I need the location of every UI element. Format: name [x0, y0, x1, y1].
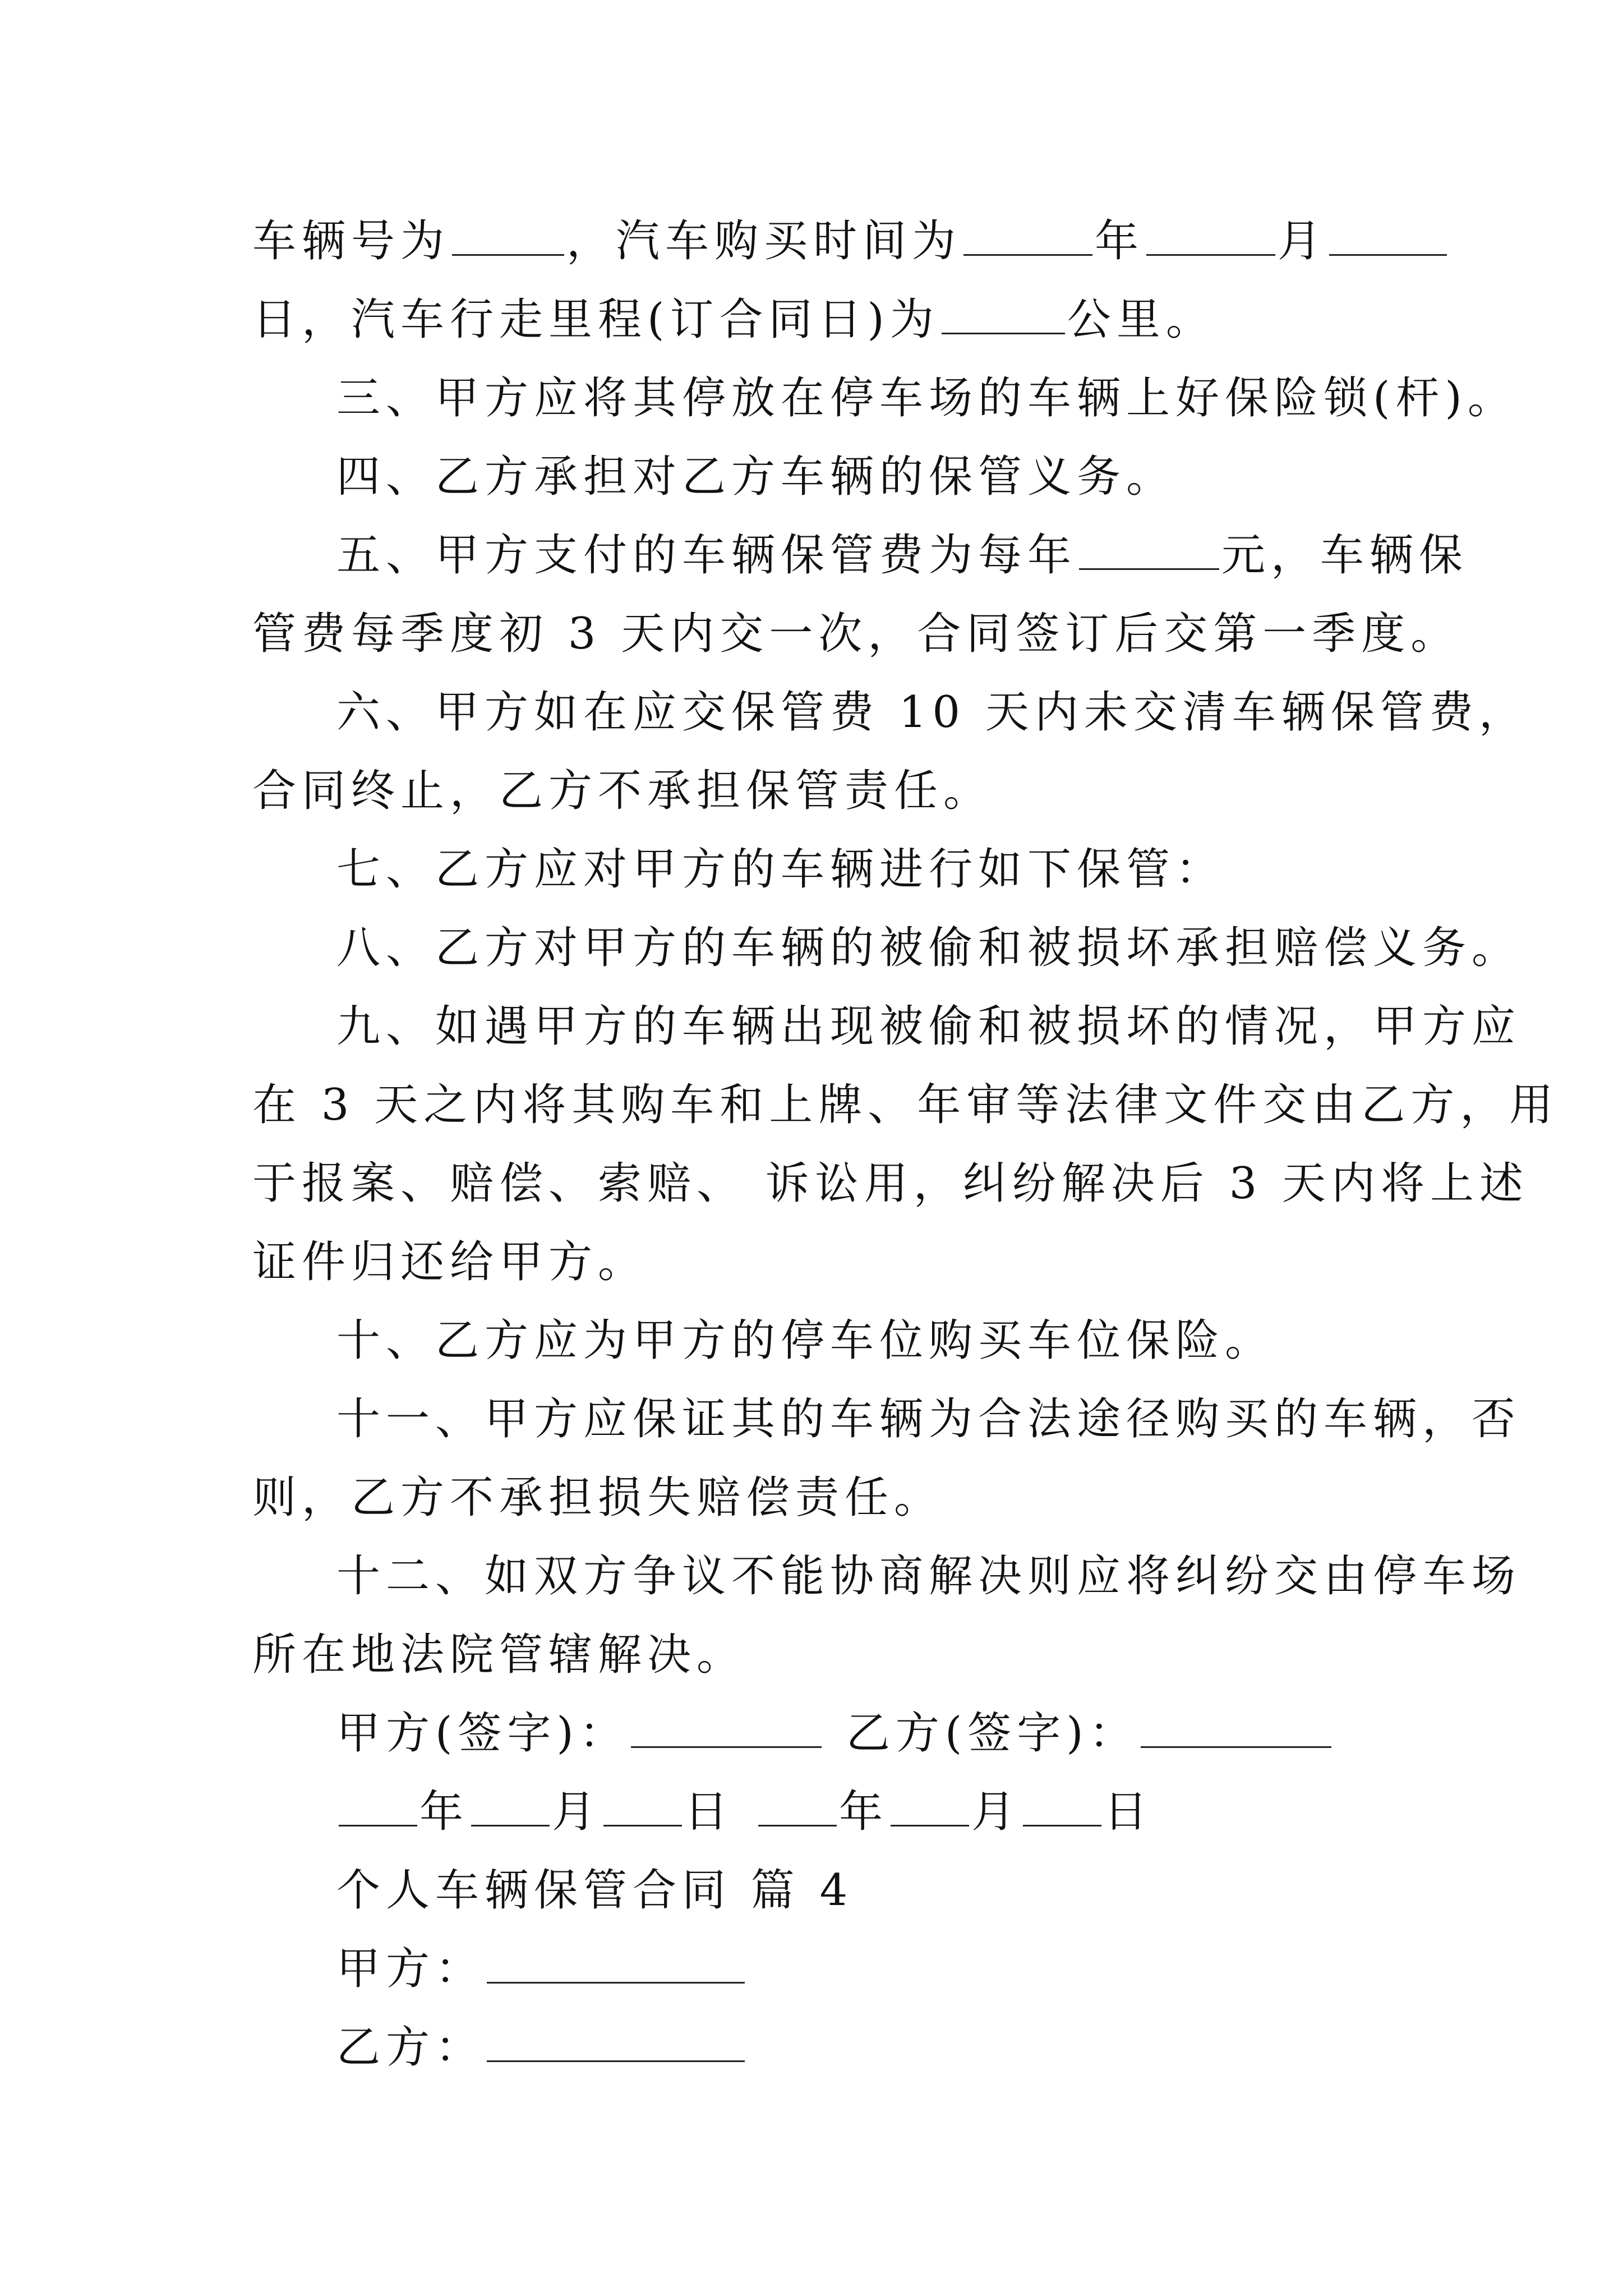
clause-8: 八、乙方对甲方的车辆的被偷和被损坏承担赔偿义务。 [336, 923, 1521, 973]
party-b-row [336, 2019, 1486, 2076]
text-segment: 元，车辆保 [1221, 530, 1469, 581]
clause-4: 四、乙方承担对乙方车辆的保管义务。 [336, 452, 1176, 502]
section-title: 个人车辆保管合同 篇 4 [336, 1865, 854, 1916]
month-label: 月 [552, 1787, 602, 1837]
clause-11: 十一、甲方应保证其的车辆为合法途径购买的车辆，否 [336, 1394, 1521, 1444]
party-a-blank [487, 1943, 745, 1984]
text-line: 则，乙方不承担损失赔偿责任。 [252, 1473, 944, 1523]
blank-field [963, 215, 1092, 256]
blank-field [1146, 215, 1275, 256]
signature-row [336, 1705, 1486, 1761]
text-line: 合同终止，乙方不承担保管责任。 [252, 766, 993, 816]
clause-3: 三、甲方应将其停放在停车场的车辆上好保险锁(杆)。 [336, 373, 1517, 424]
text-segment: 月 [1278, 216, 1327, 266]
text-line: 证件归还给甲方。 [252, 1237, 648, 1287]
blank-field [452, 215, 564, 256]
month-blank [471, 1786, 550, 1826]
clause-9: 九、如遇甲方的车辆出现被偷和被损坏的情况，甲方应 [336, 1001, 1521, 1052]
day-label: 日 [1104, 1787, 1154, 1837]
blank-field [1329, 215, 1447, 256]
clause-6: 六、甲方如在应交保管费 10 天内未交清车辆保管费， [336, 687, 1528, 738]
month-label: 月 [971, 1787, 1021, 1837]
blank-field [942, 293, 1065, 334]
party-b-signature-blank [1141, 1707, 1331, 1748]
clause-7: 七、乙方应对甲方的车辆进行如下保管： [336, 844, 1225, 895]
text-segment: 公里。 [1067, 295, 1215, 345]
date-row [336, 1784, 1486, 1840]
party-a-signature-label: 甲方(签字)： [336, 1708, 629, 1759]
year-blank [758, 1786, 837, 1826]
text-segment: 五、甲方支付的车辆保管费为每年 [336, 530, 1077, 581]
text-line: 所在地法院管辖解决。 [252, 1630, 746, 1680]
party-b-blank [487, 2021, 745, 2062]
text-line [252, 213, 1402, 269]
year-label: 年 [839, 1787, 889, 1837]
day-blank [1023, 1786, 1101, 1826]
text-segment: 日，汽车行走里程(订合同日)为 [252, 295, 939, 345]
year-blank [339, 1786, 417, 1826]
text-segment: 年 [1095, 216, 1145, 266]
party-a-row [336, 1941, 1486, 1997]
party-a-label: 甲方： [336, 1944, 485, 1994]
month-blank [891, 1786, 969, 1826]
party-b-signature-label: 乙方(签字)： [846, 1708, 1138, 1759]
day-label: 日 [684, 1787, 734, 1837]
clause-5 [336, 527, 1486, 583]
blank-field [1079, 529, 1219, 570]
text-segment: 车辆号为 [252, 216, 450, 266]
clause-12: 十二、如双方争议不能协商解决则应将纠纷交由停车场 [336, 1551, 1521, 1602]
text-line: 管费每季度初 3 天内交一次，合同签订后交第一季度。 [252, 609, 1460, 659]
text-line [252, 292, 1402, 348]
day-blank [603, 1786, 682, 1826]
party-b-label: 乙方： [336, 2022, 485, 2073]
clause-10: 十、乙方应为甲方的停车位购买车位保险。 [336, 1315, 1275, 1366]
text-line: 在 3 天之内将其购车和上牌、年审等法律文件交由乙方，用 [252, 1080, 1559, 1130]
year-label: 年 [419, 1787, 469, 1837]
text-line: 于报案、赔偿、索赔、 诉讼用，纠纷解决后 3 天内将上述 [252, 1158, 1529, 1209]
party-a-signature-blank [631, 1707, 822, 1748]
text-segment: ，汽车购买时间为 [566, 216, 962, 266]
